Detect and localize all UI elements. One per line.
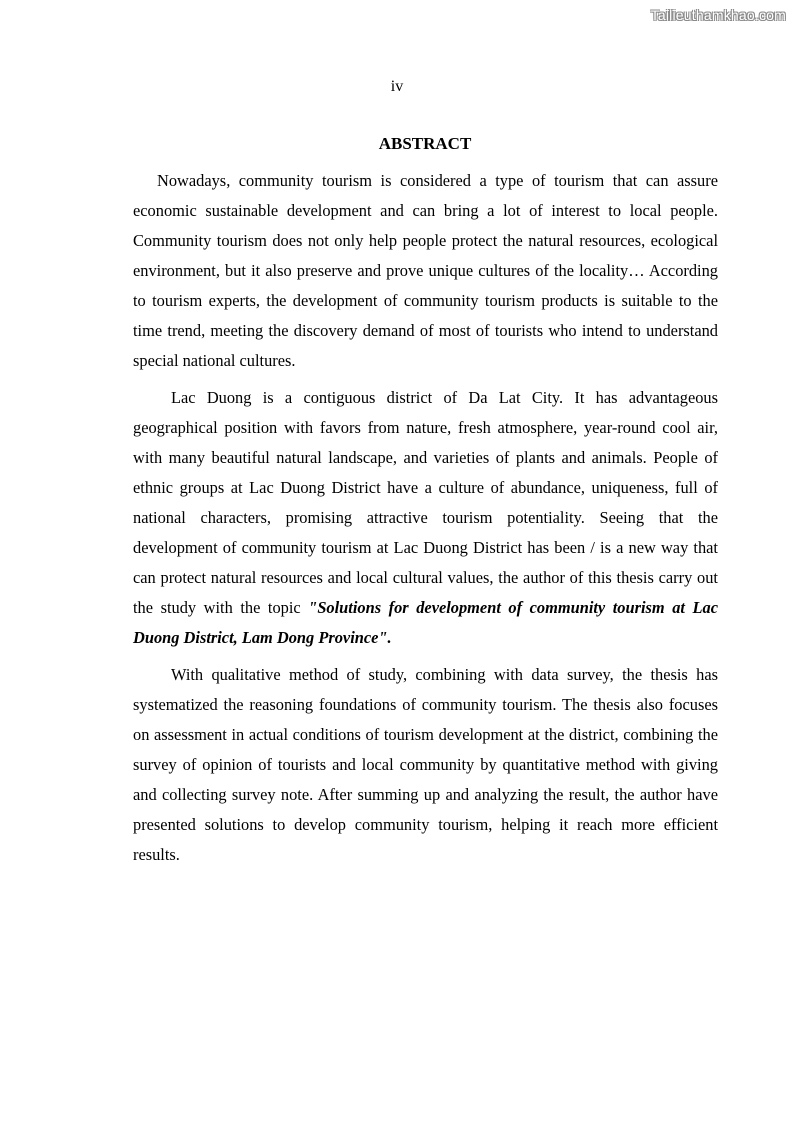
watermark: Tailieuthamkhao.com [650, 7, 786, 23]
abstract-paragraph-3: With qualitative method of study, combining with data survey, the thesis has systematized the reasoning foundations of community tourism. The thesis also focuses on assessment in actual conditions of tourism development at the district, combining the survey of opinion of tourists and local community by quantitative method with giving and collecting survey note. After summing up and analyzing the result, the author have presented solutions to develop community tourism, helping it reach more efficient results. [133, 665, 718, 864]
paragraph-2-text: Lac Duong is a contiguous district of Da Lat City. It has advantageous geographical position with favors from nature, fresh atmosphere, year-round cool air, with many beautiful natural landscape, and varieties of plants and animals. People of ethnic groups at Lac Duong District have a culture of abundance, uniqueness, full of national characters, promising attractive tourism potentiality. Seeing that the development of community tourism at Lac Duong District has been / is a new way that can protect natural resources and local cultural values, the author of this thesis carry out the study with the topic [133, 388, 718, 617]
abstract-title: ABSTRACT [378, 134, 472, 153]
abstract-paragraph-1: Nowadays, community tourism is considered a type of tourism that can assure economic sustainable development and can bring a lot of interest to local people. Community tourism does not only help people protect the natural resources, ecological environment, but it also preserve and prove unique cultures of the locality… According to tourism experts, the development of community tourism products is suitable to the time trend, meeting the discovery demand of most of tourists who intend to understand special national cultures. [133, 171, 718, 370]
thesis-topic: "Solutions for development of community tourism at Lac Duong District, Lam Dong Province". [133, 598, 718, 647]
page-number: iv [390, 78, 404, 95]
abstract-body [133, 166, 718, 870]
abstract-paragraph-2 [133, 383, 718, 653]
